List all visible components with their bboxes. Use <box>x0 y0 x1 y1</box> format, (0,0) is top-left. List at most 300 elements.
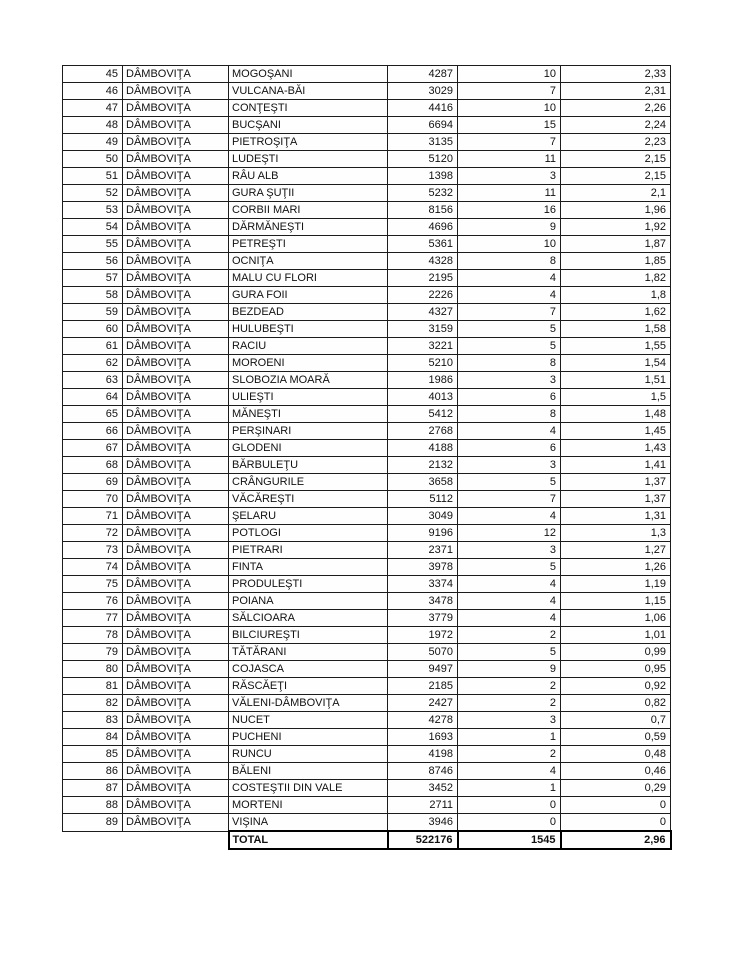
cell-total-cases: 1545 <box>458 831 561 849</box>
cell-locality: OCNIŢA <box>229 253 388 270</box>
cell-incidence-rate: 1,19 <box>561 576 671 593</box>
cell-population: 3946 <box>388 814 458 832</box>
cell-cases: 5 <box>458 474 561 491</box>
cell-population: 4278 <box>388 712 458 729</box>
table-row <box>63 202 671 219</box>
cell-locality: MĂNEŞTI <box>229 406 388 423</box>
cell-county: DÂMBOVIŢA <box>123 440 229 457</box>
cell-county: DÂMBOVIŢA <box>123 270 229 287</box>
cell-cases: 3 <box>458 457 561 474</box>
cell-row-number: 56 <box>63 253 123 270</box>
cell-locality: VĂLENI-DÂMBOVIŢA <box>229 695 388 712</box>
cell-incidence-rate: 2,26 <box>561 100 671 117</box>
cell-incidence-rate: 0 <box>561 797 671 814</box>
cell-locality: MOROENI <box>229 355 388 372</box>
cell-locality: MOGOŞANI <box>229 66 388 83</box>
cell-locality: NUCET <box>229 712 388 729</box>
table-row <box>63 117 671 134</box>
cell-incidence-rate: 1,06 <box>561 610 671 627</box>
cell-population: 3978 <box>388 559 458 576</box>
cell-row-number: 89 <box>63 814 123 832</box>
cell-locality: PIETRARI <box>229 542 388 559</box>
table-row <box>63 678 671 695</box>
cell-population: 2427 <box>388 695 458 712</box>
cell-cases: 3 <box>458 542 561 559</box>
cell-county: DÂMBOVIŢA <box>123 814 229 832</box>
cell-incidence-rate: 0,59 <box>561 729 671 746</box>
cell-locality: RÂU ALB <box>229 168 388 185</box>
table-row <box>63 797 671 814</box>
cell-total-spacer <box>63 831 123 849</box>
cell-population: 2132 <box>388 457 458 474</box>
cell-county: DÂMBOVIŢA <box>123 695 229 712</box>
cell-population: 5361 <box>388 236 458 253</box>
table-body <box>63 66 671 850</box>
cell-row-number: 58 <box>63 287 123 304</box>
cell-cases: 5 <box>458 644 561 661</box>
cell-population: 2768 <box>388 423 458 440</box>
cell-cases: 9 <box>458 661 561 678</box>
cell-population: 2371 <box>388 542 458 559</box>
cell-locality: SLOBOZIA MOARĂ <box>229 372 388 389</box>
table-row <box>63 508 671 525</box>
cell-row-number: 47 <box>63 100 123 117</box>
cell-county: DÂMBOVIŢA <box>123 423 229 440</box>
cell-population: 4696 <box>388 219 458 236</box>
cell-incidence-rate: 1,87 <box>561 236 671 253</box>
cell-incidence-rate: 2,31 <box>561 83 671 100</box>
cell-cases: 7 <box>458 304 561 321</box>
cell-county: DÂMBOVIŢA <box>123 576 229 593</box>
table-row <box>63 321 671 338</box>
cell-row-number: 54 <box>63 219 123 236</box>
table-row <box>63 66 671 83</box>
cell-row-number: 77 <box>63 610 123 627</box>
cell-county: DÂMBOVIŢA <box>123 253 229 270</box>
table-row <box>63 440 671 457</box>
table-row <box>63 780 671 797</box>
cell-row-number: 60 <box>63 321 123 338</box>
cell-cases: 5 <box>458 559 561 576</box>
cell-row-number: 88 <box>63 797 123 814</box>
table-row <box>63 763 671 780</box>
cell-row-number: 62 <box>63 355 123 372</box>
cell-row-number: 49 <box>63 134 123 151</box>
cell-cases: 10 <box>458 236 561 253</box>
cell-incidence-rate: 1,15 <box>561 593 671 610</box>
cell-incidence-rate: 1,43 <box>561 440 671 457</box>
cell-population: 5232 <box>388 185 458 202</box>
cell-incidence-rate: 0,29 <box>561 780 671 797</box>
table-row <box>63 168 671 185</box>
cell-locality: RĂSCĂEŢI <box>229 678 388 695</box>
cell-cases: 10 <box>458 66 561 83</box>
table-row <box>63 593 671 610</box>
cell-row-number: 82 <box>63 695 123 712</box>
cell-cases: 6 <box>458 440 561 457</box>
cell-incidence-rate: 1,37 <box>561 474 671 491</box>
cell-row-number: 46 <box>63 83 123 100</box>
cell-locality: COJASCA <box>229 661 388 678</box>
cell-locality: CRÂNGURILE <box>229 474 388 491</box>
cell-incidence-rate: 1,45 <box>561 423 671 440</box>
table-row <box>63 304 671 321</box>
table-row <box>63 610 671 627</box>
cell-cases: 3 <box>458 372 561 389</box>
cell-cases: 16 <box>458 202 561 219</box>
cell-county: DÂMBOVIŢA <box>123 763 229 780</box>
cell-cases: 11 <box>458 151 561 168</box>
table-row <box>63 525 671 542</box>
cell-population: 3135 <box>388 134 458 151</box>
cell-cases: 15 <box>458 117 561 134</box>
cell-county: DÂMBOVIŢA <box>123 406 229 423</box>
cell-cases: 7 <box>458 83 561 100</box>
cell-locality: PERŞINARI <box>229 423 388 440</box>
cell-locality: BĂLENI <box>229 763 388 780</box>
cell-county: DÂMBOVIŢA <box>123 678 229 695</box>
cell-incidence-rate: 1,85 <box>561 253 671 270</box>
cell-row-number: 52 <box>63 185 123 202</box>
table-row <box>63 491 671 508</box>
cell-county: DÂMBOVIŢA <box>123 134 229 151</box>
total-row <box>63 831 671 849</box>
cell-cases: 4 <box>458 576 561 593</box>
cell-incidence-rate: 0,48 <box>561 746 671 763</box>
cell-population: 3029 <box>388 83 458 100</box>
cell-row-number: 66 <box>63 423 123 440</box>
cell-locality: VĂCĂREŞTI <box>229 491 388 508</box>
cell-county: DÂMBOVIŢA <box>123 185 229 202</box>
cell-locality: POIANA <box>229 593 388 610</box>
cell-incidence-rate: 0,7 <box>561 712 671 729</box>
table-row <box>63 355 671 372</box>
cell-row-number: 67 <box>63 440 123 457</box>
cell-row-number: 87 <box>63 780 123 797</box>
table-row <box>63 423 671 440</box>
table-row <box>63 729 671 746</box>
cell-row-number: 50 <box>63 151 123 168</box>
cell-total-population: 522176 <box>388 831 458 849</box>
cell-row-number: 84 <box>63 729 123 746</box>
cell-county: DÂMBOVIŢA <box>123 797 229 814</box>
cell-locality: LUDEŞTI <box>229 151 388 168</box>
cell-cases: 4 <box>458 508 561 525</box>
cell-row-number: 79 <box>63 644 123 661</box>
table-row <box>63 270 671 287</box>
cell-county: DÂMBOVIŢA <box>123 729 229 746</box>
cell-population: 3049 <box>388 508 458 525</box>
cell-row-number: 64 <box>63 389 123 406</box>
table-row <box>63 236 671 253</box>
cell-county: DÂMBOVIŢA <box>123 219 229 236</box>
cell-county: DÂMBOVIŢA <box>123 304 229 321</box>
cell-cases: 4 <box>458 270 561 287</box>
cell-population: 1986 <box>388 372 458 389</box>
cell-county: DÂMBOVIŢA <box>123 474 229 491</box>
cell-locality: DĂRMĂNEŞTI <box>229 219 388 236</box>
cell-cases: 4 <box>458 763 561 780</box>
cell-total-spacer <box>123 831 229 849</box>
cell-cases: 3 <box>458 168 561 185</box>
table-row <box>63 695 671 712</box>
cell-cases: 2 <box>458 627 561 644</box>
cell-population: 9497 <box>388 661 458 678</box>
cell-row-number: 73 <box>63 542 123 559</box>
cell-cases: 5 <box>458 338 561 355</box>
cell-population: 3779 <box>388 610 458 627</box>
cell-incidence-rate: 1,62 <box>561 304 671 321</box>
cell-incidence-rate: 1,92 <box>561 219 671 236</box>
table-row <box>63 814 671 832</box>
cell-cases: 8 <box>458 355 561 372</box>
cell-cases: 2 <box>458 695 561 712</box>
cell-population: 3221 <box>388 338 458 355</box>
cell-cases: 0 <box>458 814 561 832</box>
cell-population: 4013 <box>388 389 458 406</box>
cell-cases: 4 <box>458 593 561 610</box>
table-row <box>63 457 671 474</box>
table-row <box>63 83 671 100</box>
cell-cases: 1 <box>458 729 561 746</box>
cell-cases: 12 <box>458 525 561 542</box>
cell-county: DÂMBOVIŢA <box>123 457 229 474</box>
cell-population: 2711 <box>388 797 458 814</box>
cell-locality: HULUBEŞTI <box>229 321 388 338</box>
cell-incidence-rate: 1,48 <box>561 406 671 423</box>
cell-population: 4327 <box>388 304 458 321</box>
cell-population: 8156 <box>388 202 458 219</box>
cell-row-number: 48 <box>63 117 123 134</box>
table-row <box>63 627 671 644</box>
cell-population: 6694 <box>388 117 458 134</box>
cell-cases: 4 <box>458 423 561 440</box>
cell-population: 4328 <box>388 253 458 270</box>
cell-incidence-rate: 1,96 <box>561 202 671 219</box>
cell-population: 5070 <box>388 644 458 661</box>
cell-locality: RACIU <box>229 338 388 355</box>
cell-cases: 4 <box>458 610 561 627</box>
cell-cases: 1 <box>458 780 561 797</box>
cell-incidence-rate: 0,46 <box>561 763 671 780</box>
cell-row-number: 71 <box>63 508 123 525</box>
cell-incidence-rate: 1,51 <box>561 372 671 389</box>
cell-population: 2185 <box>388 678 458 695</box>
cell-county: DÂMBOVIŢA <box>123 338 229 355</box>
cell-row-number: 51 <box>63 168 123 185</box>
cell-county: DÂMBOVIŢA <box>123 355 229 372</box>
cell-row-number: 61 <box>63 338 123 355</box>
cell-locality: PETREŞTI <box>229 236 388 253</box>
cell-population: 4416 <box>388 100 458 117</box>
cell-county: DÂMBOVIŢA <box>123 712 229 729</box>
table-sheet <box>62 65 672 850</box>
table-row <box>63 576 671 593</box>
cell-total-incidence-rate: 2,96 <box>561 831 671 849</box>
cell-locality: GLODENI <box>229 440 388 457</box>
cell-cases: 2 <box>458 746 561 763</box>
cell-population: 5112 <box>388 491 458 508</box>
cell-county: DÂMBOVIŢA <box>123 321 229 338</box>
cell-incidence-rate: 2,23 <box>561 134 671 151</box>
cell-incidence-rate: 0,95 <box>561 661 671 678</box>
cell-incidence-rate: 1,31 <box>561 508 671 525</box>
table-row <box>63 644 671 661</box>
cell-incidence-rate: 1,55 <box>561 338 671 355</box>
cell-row-number: 53 <box>63 202 123 219</box>
cell-locality: POTLOGI <box>229 525 388 542</box>
cell-population: 3159 <box>388 321 458 338</box>
cell-row-number: 57 <box>63 270 123 287</box>
cell-county: DÂMBOVIŢA <box>123 168 229 185</box>
table-row <box>63 134 671 151</box>
cell-incidence-rate: 0 <box>561 814 671 832</box>
cell-locality: PRODULEŞTI <box>229 576 388 593</box>
cell-locality: VIŞINA <box>229 814 388 832</box>
cell-incidence-rate: 1,37 <box>561 491 671 508</box>
cell-county: DÂMBOVIŢA <box>123 627 229 644</box>
cell-row-number: 68 <box>63 457 123 474</box>
cell-county: DÂMBOVIŢA <box>123 287 229 304</box>
cell-row-number: 55 <box>63 236 123 253</box>
cell-county: DÂMBOVIŢA <box>123 661 229 678</box>
cell-county: DÂMBOVIŢA <box>123 542 229 559</box>
cell-locality: BĂRBULEŢU <box>229 457 388 474</box>
cell-cases: 4 <box>458 287 561 304</box>
cell-locality: COSTEŞTII DIN VALE <box>229 780 388 797</box>
cell-population: 1398 <box>388 168 458 185</box>
cell-county: DÂMBOVIŢA <box>123 202 229 219</box>
table-row <box>63 474 671 491</box>
table-row <box>63 253 671 270</box>
cell-incidence-rate: 1,41 <box>561 457 671 474</box>
cell-county: DÂMBOVIŢA <box>123 100 229 117</box>
cell-cases: 7 <box>458 491 561 508</box>
table-row <box>63 746 671 763</box>
cell-locality: CONŢEŞTI <box>229 100 388 117</box>
cell-locality: CORBII MARI <box>229 202 388 219</box>
cell-cases: 5 <box>458 321 561 338</box>
cell-population: 5412 <box>388 406 458 423</box>
cell-population: 5120 <box>388 151 458 168</box>
cell-county: DÂMBOVIŢA <box>123 151 229 168</box>
cell-incidence-rate: 1,01 <box>561 627 671 644</box>
table-row <box>63 559 671 576</box>
cell-county: DÂMBOVIŢA <box>123 491 229 508</box>
cell-population: 3658 <box>388 474 458 491</box>
cell-population: 4188 <box>388 440 458 457</box>
cell-county: DÂMBOVIŢA <box>123 389 229 406</box>
cell-population: 3374 <box>388 576 458 593</box>
cell-locality: VULCANA-BĂI <box>229 83 388 100</box>
cell-locality: RUNCU <box>229 746 388 763</box>
cell-population: 3478 <box>388 593 458 610</box>
cell-cases: 6 <box>458 389 561 406</box>
table-row <box>63 219 671 236</box>
cell-row-number: 83 <box>63 712 123 729</box>
cell-row-number: 72 <box>63 525 123 542</box>
cell-cases: 2 <box>458 678 561 695</box>
table-row <box>63 542 671 559</box>
cell-incidence-rate: 2,15 <box>561 168 671 185</box>
table-row <box>63 185 671 202</box>
cell-county: DÂMBOVIŢA <box>123 780 229 797</box>
cell-incidence-rate: 0,92 <box>561 678 671 695</box>
cell-county: DÂMBOVIŢA <box>123 117 229 134</box>
cell-locality: PIETROŞIŢA <box>229 134 388 151</box>
cell-population: 8746 <box>388 763 458 780</box>
cell-row-number: 69 <box>63 474 123 491</box>
cell-cases: 7 <box>458 134 561 151</box>
cell-incidence-rate: 2,1 <box>561 185 671 202</box>
table-row <box>63 151 671 168</box>
cell-county: DÂMBOVIŢA <box>123 610 229 627</box>
cell-county: DÂMBOVIŢA <box>123 372 229 389</box>
cell-cases: 9 <box>458 219 561 236</box>
cell-county: DÂMBOVIŢA <box>123 236 229 253</box>
cell-row-number: 65 <box>63 406 123 423</box>
cell-cases: 3 <box>458 712 561 729</box>
cell-row-number: 63 <box>63 372 123 389</box>
table-row <box>63 389 671 406</box>
cell-incidence-rate: 1,3 <box>561 525 671 542</box>
cell-population: 1693 <box>388 729 458 746</box>
cell-cases: 8 <box>458 406 561 423</box>
cell-incidence-rate: 1,27 <box>561 542 671 559</box>
table-row <box>63 372 671 389</box>
cell-county: DÂMBOVIŢA <box>123 746 229 763</box>
cell-county: DÂMBOVIŢA <box>123 508 229 525</box>
cell-county: DÂMBOVIŢA <box>123 644 229 661</box>
cell-population: 4287 <box>388 66 458 83</box>
cell-cases: 0 <box>458 797 561 814</box>
cell-population: 9196 <box>388 525 458 542</box>
cell-locality: ULIEŞTI <box>229 389 388 406</box>
cell-row-number: 70 <box>63 491 123 508</box>
cell-locality: PUCHENI <box>229 729 388 746</box>
cell-locality: MALU CU FLORI <box>229 270 388 287</box>
table-row <box>63 406 671 423</box>
cell-incidence-rate: 0,99 <box>561 644 671 661</box>
cell-county: DÂMBOVIŢA <box>123 593 229 610</box>
cell-cases: 11 <box>458 185 561 202</box>
cell-row-number: 59 <box>63 304 123 321</box>
locality-incidence-table <box>62 65 672 850</box>
cell-cases: 8 <box>458 253 561 270</box>
cell-row-number: 74 <box>63 559 123 576</box>
cell-incidence-rate: 1,58 <box>561 321 671 338</box>
cell-row-number: 81 <box>63 678 123 695</box>
cell-cases: 10 <box>458 100 561 117</box>
cell-locality: BILCIUREŞTI <box>229 627 388 644</box>
table-row <box>63 712 671 729</box>
cell-locality: TĂTĂRANI <box>229 644 388 661</box>
cell-incidence-rate: 1,54 <box>561 355 671 372</box>
cell-incidence-rate: 0,82 <box>561 695 671 712</box>
cell-county: DÂMBOVIŢA <box>123 525 229 542</box>
cell-locality: BUCŞANI <box>229 117 388 134</box>
table-row <box>63 287 671 304</box>
cell-row-number: 86 <box>63 763 123 780</box>
cell-row-number: 75 <box>63 576 123 593</box>
cell-locality: GURA ŞUŢII <box>229 185 388 202</box>
cell-incidence-rate: 1,8 <box>561 287 671 304</box>
table-row <box>63 338 671 355</box>
cell-locality: BEZDEAD <box>229 304 388 321</box>
cell-row-number: 85 <box>63 746 123 763</box>
cell-county: DÂMBOVIŢA <box>123 559 229 576</box>
cell-population: 3452 <box>388 780 458 797</box>
